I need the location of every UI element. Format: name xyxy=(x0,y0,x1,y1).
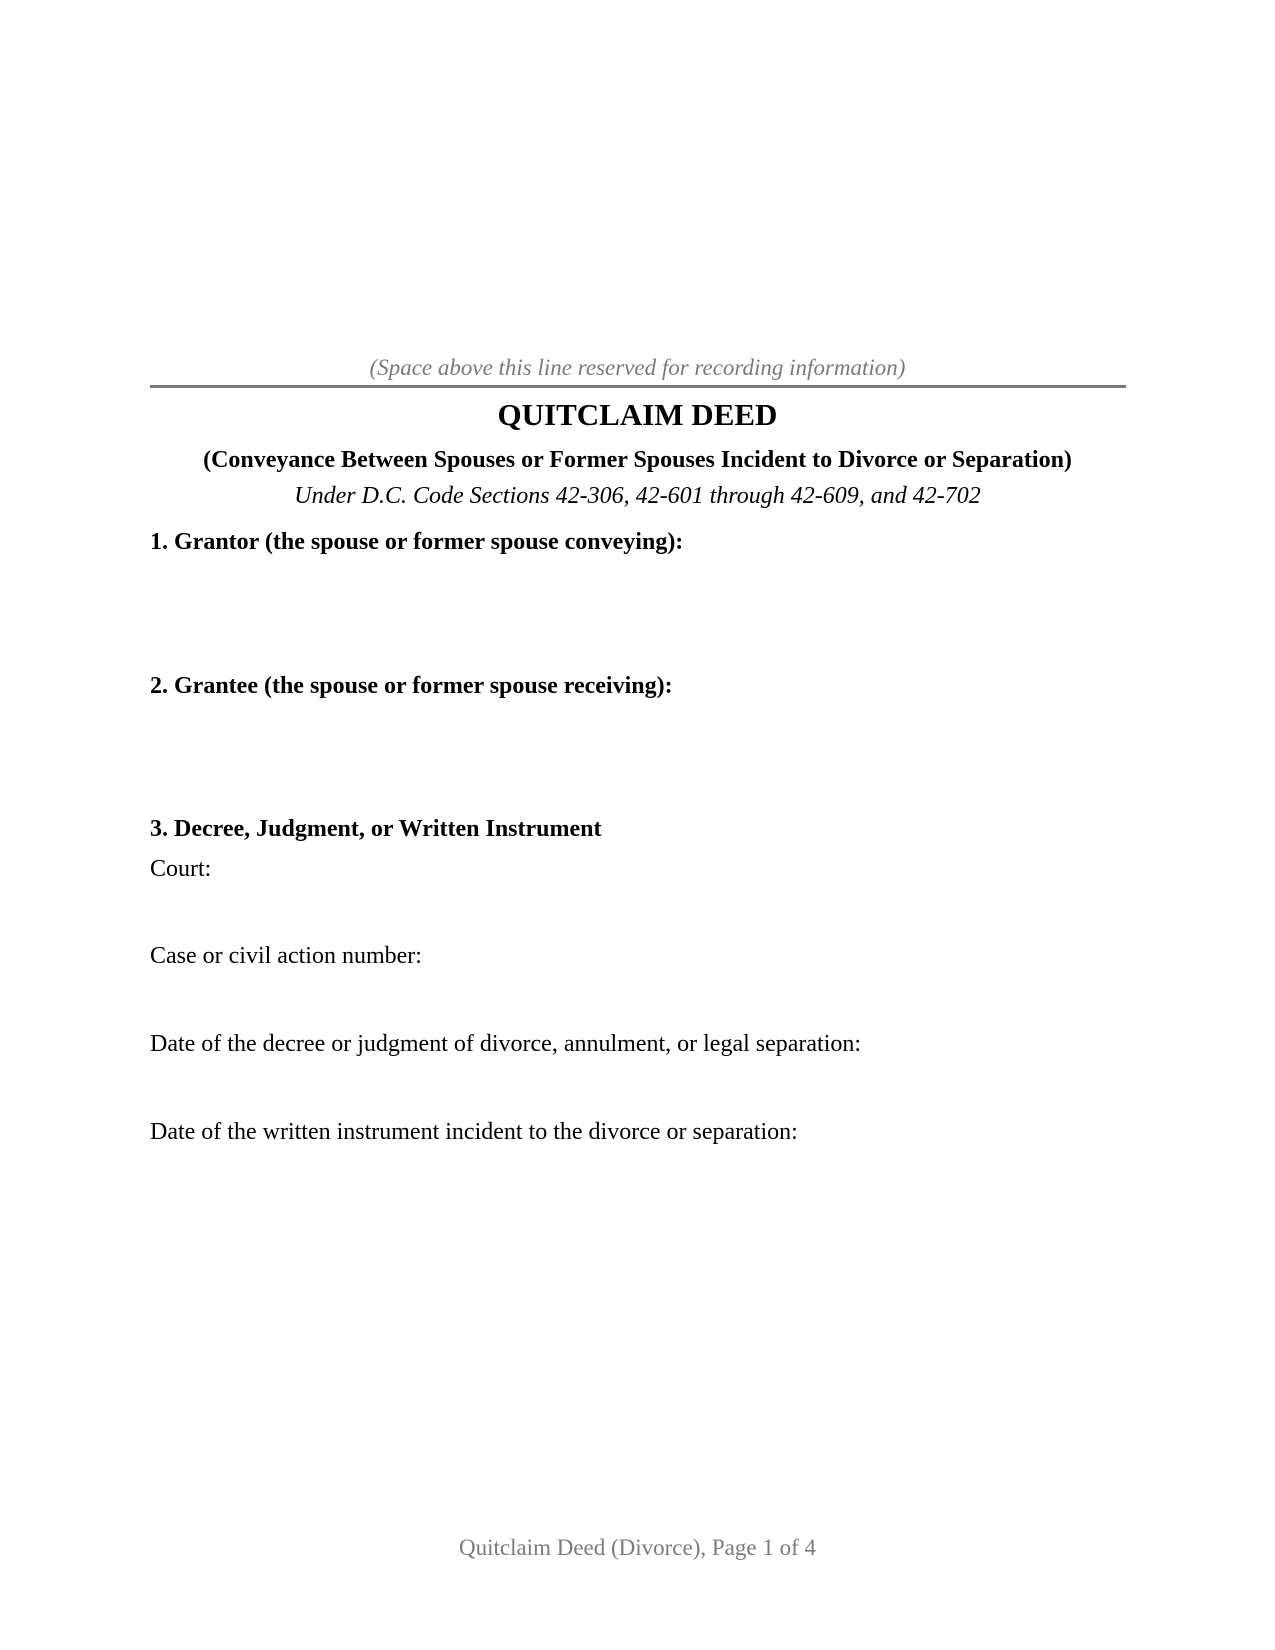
statute-citation: Under D.C. Code Sections 42-306, 42-601 through 42-609, and 42-702 xyxy=(294,483,981,509)
document-subtitle: (Conveyance Between Spouses or Former Spouses Incident to Divorce or Separation) xyxy=(203,447,1072,473)
court-label: Court: xyxy=(150,856,212,882)
case-number-label: Case or civil action number: xyxy=(150,943,422,969)
decree-heading: 3. Decree, Judgment, or Written Instrument xyxy=(150,816,602,842)
decree-date-label: Date of the decree or judgment of divorce, annulment, or legal separation: xyxy=(150,1031,862,1057)
recording-divider-line xyxy=(150,385,1126,388)
recording-reserved-note: (Space above this line reserved for recording information) xyxy=(369,355,906,380)
grantor-heading: 1. Grantor (the spouse or former spouse conveying): xyxy=(150,529,684,555)
page-footer: Quitclaim Deed (Divorce), Page 1 of 4 xyxy=(458,1535,817,1560)
grantee-heading: 2. Grantee (the spouse or former spouse receiving): xyxy=(150,673,673,699)
document-title: QUITCLAIM DEED xyxy=(497,397,778,432)
instrument-date-label: Date of the written instrument incident to the divorce or separation: xyxy=(150,1119,798,1145)
